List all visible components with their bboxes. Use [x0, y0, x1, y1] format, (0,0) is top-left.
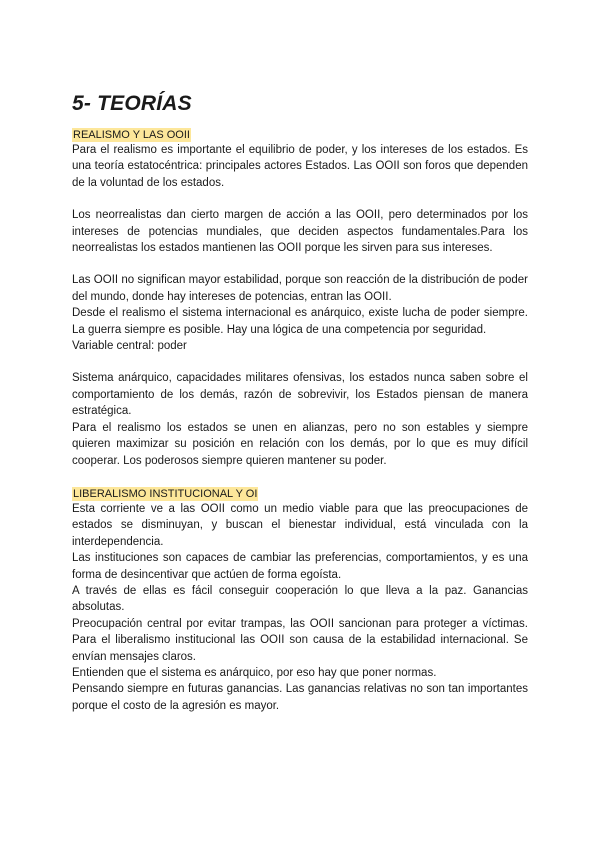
paragraph: Variable central: poder [72, 340, 187, 353]
section-realismo [72, 126, 528, 142]
paragraph-gap [72, 469, 528, 485]
paragraph: Para el realismo es importante el equilibrio de poder, y los intereses de los estados. Es una teoría estatocéntrica: principales actores Estados. Las OOII son foros que dependen de la voluntad de los estados. [72, 144, 528, 189]
paragraph-gap [72, 354, 528, 370]
paragraph: Pensando siempre en futuras ganancias. Las ganancias relativas no son tan importantes porque el costo de la agresión es mayor. [72, 683, 528, 712]
paragraph: Sistema anárquico, capacidades militares ofensivas, los estados nunca saben sobre el comportamiento de los demás, razón de sobrevivir, los Estados piensan de manera estratégica. [72, 372, 528, 418]
paragraph: A través de ellas es fácil conseguir cooperación lo que lleva a la paz. Ganancias absolutas. [72, 584, 528, 614]
paragraph: Esta corriente ve a las OOII como un medio viable para que las preocupaciones de estados se disminuyan, y buscan el bienestar individual, está vinculada con la interdependencia. [72, 502, 528, 548]
section-heading-realismo: REALISMO Y LAS OOII [73, 129, 190, 141]
paragraph-gap [72, 256, 528, 272]
paragraph: Preocupación central por evitar trampas, las OOII sancionan para proteger a víctimas. Para el liberalismo institucional las OOII son causa de la estabilidad internacional. Se envían mensajes claros. [72, 617, 528, 663]
paragraph-gap [72, 191, 528, 207]
paragraph: Los neorrealistas dan cierto margen de acción a las OOII, pero determinados por los intereses de potencias mundiales, que deciden aspectos fundamentales.Para los neorrealistas los estados mantienen las OOII porque les sirven para sus intereses. [72, 209, 528, 255]
section-liberalismo [72, 485, 528, 501]
page-title: 5- TEORÍAS [72, 92, 192, 115]
paragraph: Entienden que el sistema es anárquico, por eso hay que poner normas. [72, 666, 437, 679]
paragraph: Para el realismo los estados se unen en alianzas, pero no son estables y siempre quieren maximizar su posición en relación con los demás, por lo que es muy difícil cooperar. Los poderosos siempre quieren mantener su poder. [72, 421, 528, 467]
document-content [72, 90, 528, 714]
section-heading-liberalismo: LIBERALISMO INSTITUCIONAL Y OI [73, 487, 258, 500]
paragraph: Las instituciones son capaces de cambiar las preferencias, comportamientos, y es una forma de desincentivar que actúen de forma egoísta. [72, 552, 528, 581]
paragraph: Desde el realismo el sistema internacional es anárquico, existe lucha de poder siempre. La guerra siempre es posible. Hay una lógica de una competencia por seguridad. [72, 307, 528, 336]
paragraph: Las OOII no significan mayor estabilidad, porque son reacción de la distribución de poder del mundo, donde hay intereses de potencias, entran las OOII. [72, 274, 528, 303]
